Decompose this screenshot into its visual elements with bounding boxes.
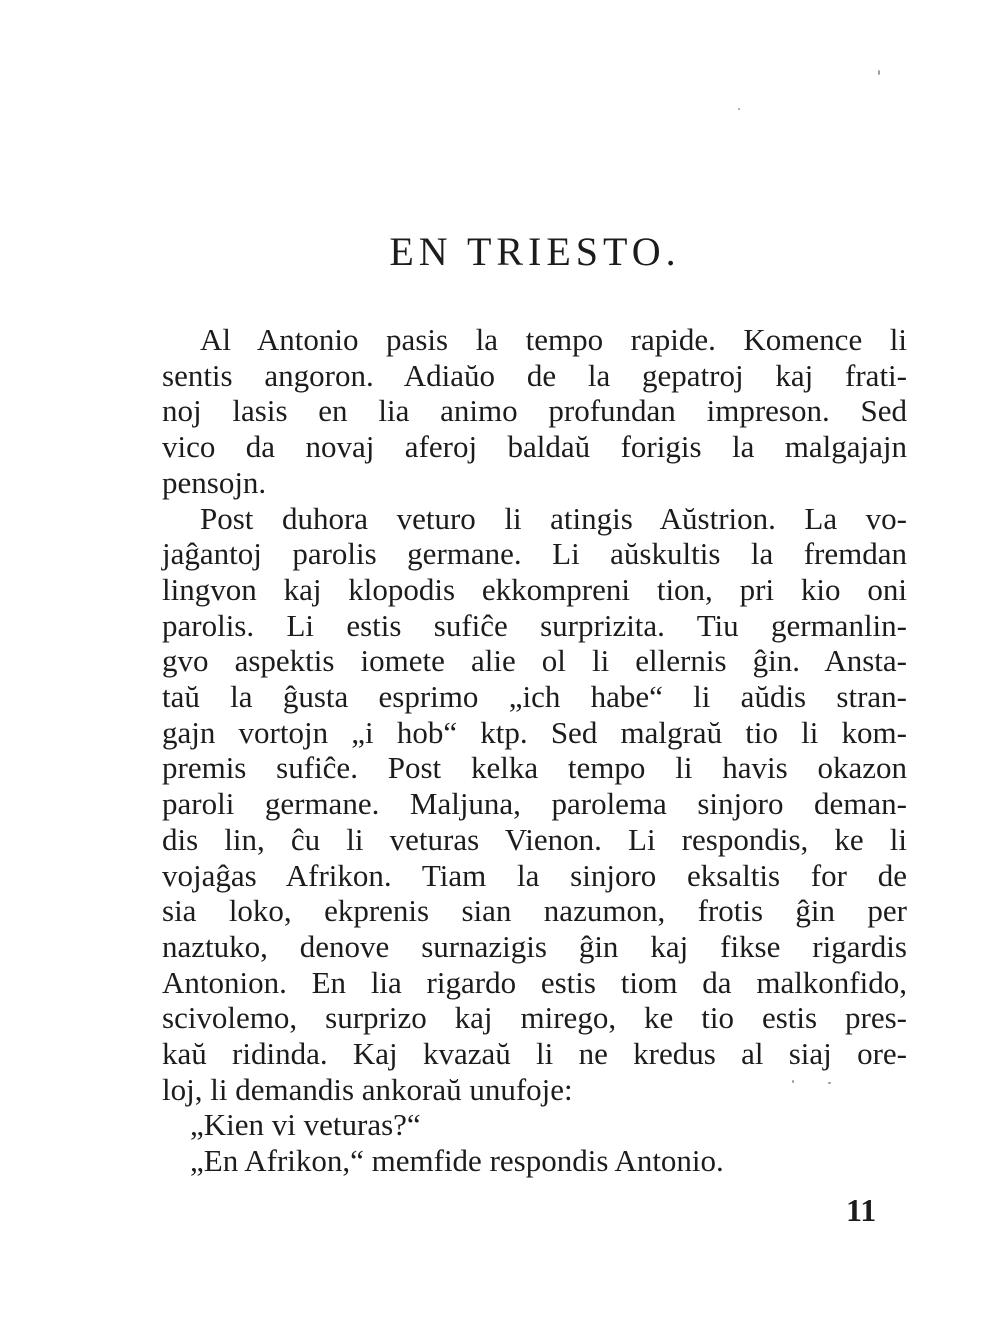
text-line: parolis. Li estis sufiĉe surprizita. Tiu germanlin- [162, 607, 907, 643]
text-line: noj lasis en lia animo profundan impreson. Sed [162, 393, 907, 429]
text-line: paroli germane. Maljuna, parolema sinjoro deman- [162, 786, 907, 822]
page-number: 11 [846, 1192, 877, 1228]
text-line: sentis angoron. Adiaŭo de la gepatroj kaj frati- [162, 357, 907, 393]
chapter-title: EN TRIESTO. [389, 229, 681, 274]
text-line: premis sufiĉe. Post kelka tempo li havis okazon [162, 750, 907, 786]
text-line: taŭ la ĝusta esprimo „ich habe“ li aŭdis stran- [162, 679, 907, 715]
text-line: Al Antonio pasis la tempo rapide. Komence li [200, 322, 907, 357]
paragraph-2 [162, 501, 907, 1108]
chapter-text [162, 322, 907, 1179]
text-line: naztuko, denove surnazigis ĝin kaj fikse rigardis [162, 928, 907, 964]
text-line: vico da novaj aferoj baldaŭ forigis la malgajajn [162, 429, 907, 465]
text-line: kaŭ ridinda. Kaj kvazaŭ li ne kredus al siaj ore- [162, 1036, 907, 1072]
text-line: gajn vortojn „i hob“ ktp. Sed malgraŭ tio li kom- [162, 714, 907, 750]
text-line: vojaĝas Afrikon. Tiam la sinjoro eksaltis for de [162, 857, 907, 893]
print-speck [878, 70, 880, 75]
text-line: scivolemo, surprizo kaj mirego, ke tio estis pres- [162, 1000, 907, 1036]
text-line: jaĝantoj parolis germane. Li aŭskultis la fremdan [162, 536, 907, 572]
text-line: lingvon kaj klopodis ekkompreni tion, pri kio oni [162, 571, 907, 607]
text-line: dis lin, ĉu li veturas Vienon. Li respondis, ke li [162, 821, 907, 857]
text-line: Post duhora veturo li atingis Aŭstrion. La vo- [200, 500, 907, 536]
text-line: gvo aspektis iomete alie ol li ellernis ĝin. Ansta- [162, 643, 907, 679]
text-line: sia loko, ekprenis sian nazumon, frotis ĝin per [162, 893, 907, 929]
print-speck [738, 108, 740, 110]
dialogue-answer: „En Afrikon,“ memfide respondis Antonio. [190, 1143, 724, 1179]
print-speck [828, 1082, 831, 1084]
text-line: pensojn. [162, 464, 267, 500]
text-line: Antonion. En lia rigardo estis tiom da malkonfido, [162, 964, 907, 1000]
dialogue-question: „Kien vi veturas?“ [190, 1107, 421, 1143]
print-speck [792, 1080, 794, 1083]
paragraph-1 [162, 322, 907, 501]
text-line: loj, li demandis ankoraŭ unufoje: [162, 1071, 573, 1107]
